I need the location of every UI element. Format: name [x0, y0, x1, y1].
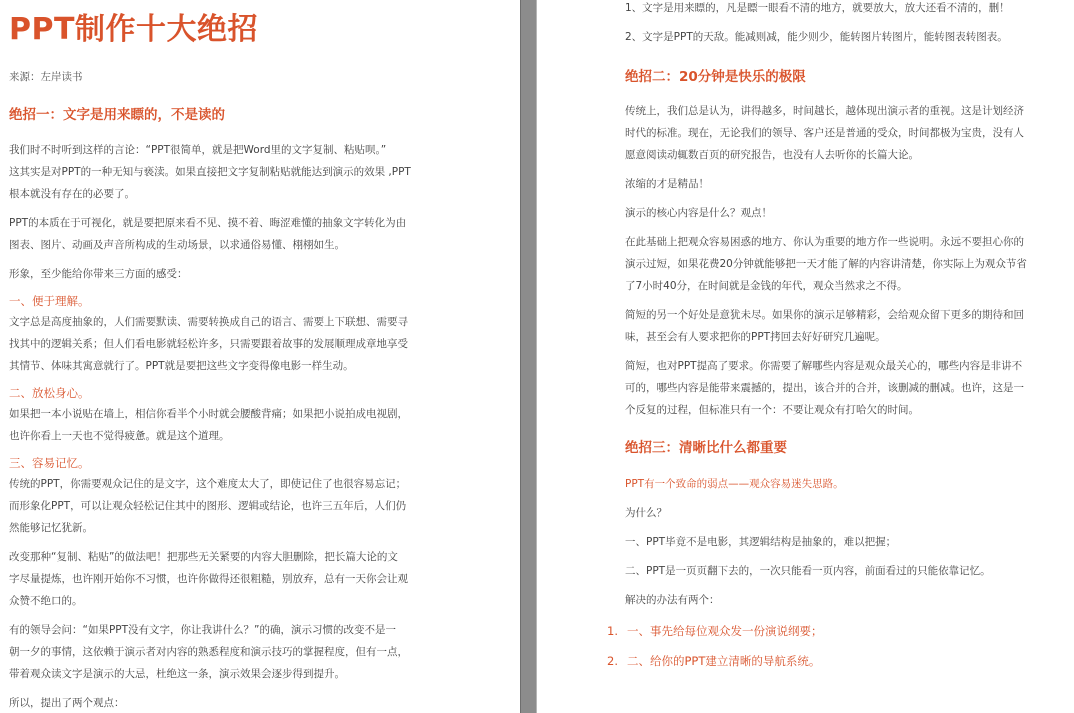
text-line: 有的领导会问：“如果PPT没有文字，你让我讲什么？”的确，演示习惯的改变不是一: [9, 624, 396, 636]
text-line: 而形象化PPT，可以让观众轻松记住其中的图形、逻辑或结论，也许三五年后，人们仍: [9, 500, 407, 512]
paragraph-reason-1: 一、PPT毕竟不是电影，其逻辑结构是抽象的，难以把握；: [625, 536, 897, 548]
list-item: [607, 622, 1043, 640]
text-line: 简短，也对PPT提高了要求。你需要了解哪些内容是观众最关心的，哪些内容是非讲不: [625, 360, 1023, 372]
paragraph-two-views: 所以，提出了两个观点：: [9, 697, 125, 709]
heading-tip-2: 绝招二：20分钟是快乐的极限: [625, 69, 806, 85]
paragraph-intro: [9, 139, 431, 205]
paragraph-understand: [9, 311, 431, 377]
text-line: 时代的标准。现在，无论我们的领导、客户还是普通的受众，时间都极为宝贵，没有人: [625, 127, 1024, 139]
paragraph-reason-2: 二、PPT是一页页翻下去的，一次只能看一页内容，前面看过的只能依靠记忆。: [625, 565, 991, 577]
text-line: 愿意阅读动辄数百页的研究报告，也没有人去听你的长篇大论。: [625, 149, 919, 161]
paragraph-brevity: [625, 304, 1043, 348]
source-line: 来源：左岸读书: [9, 71, 83, 83]
text-line: 在此基础上把观众容易困惑的地方、你认为重要的地方作一些说明。永远不要担心你的: [625, 236, 1024, 248]
text-line: 这其实是对PPT的一种无知与亵渎。如果直接把文字复制粘贴就能达到演示的效果 ,PPT: [9, 166, 411, 178]
text-line: 传统的PPT，你需要观众记住的是文字，这个难度太大了，即使记住了也很容易忘记；: [9, 478, 407, 490]
text-line: 文字总是高度抽象的，人们需要默读、需要转换成自己的语言、需要上下联想、需要寻: [9, 316, 408, 328]
paragraph-remember: [9, 473, 431, 539]
left-page-content: [9, 0, 431, 713]
text-line: 其情节、体味其寓意就行了。PPT就是要把这些文字变得像电影一样生动。: [9, 360, 354, 372]
document-title: PPT制作十大绝招: [9, 12, 258, 47]
text-line: 也许你看上一天也不觉得疲惫。就是这个道理。: [9, 430, 230, 442]
text-line: 我们时不时听到这样的言论：“PPT很简单，就是把Word里的文字复制、粘贴呗。”: [9, 144, 387, 156]
list-number: 1.: [607, 624, 618, 638]
view-1: 1、文字是用来瞟的，凡是瞟一眼看不清的地方，就要放大，放大还看不清的，删！: [625, 2, 1010, 14]
text-line: 传统上，我们总是认为，讲得越多，时间越长，越体现出演示者的重视。这是计划经济: [625, 105, 1024, 117]
view-2: 2、文字是PPT的天敌。能减则减，能少则少，能转图片转图片，能转图表转图表。: [625, 31, 1008, 43]
paragraph-core: 演示的核心内容是什么？观点！: [625, 207, 772, 219]
text-line: 朝一夕的事情，这依赖于演示者对内容的熟悉程度和演示技巧的掌握程度，但有一点，: [9, 646, 408, 658]
solution-list: [607, 622, 1043, 670]
text-line: 然能够记忆犹新。: [9, 522, 93, 534]
text-line: 了7小时40分，在时间就是金钱的年代，观众当然求之不得。: [625, 280, 908, 292]
point-easy-to-understand: 一、便于理解。: [9, 294, 90, 308]
text-line: 带着观众读文字是演示的大忌，杜绝这一条，演示效果会逐步得到提升。: [9, 668, 345, 680]
paragraph-requirements: [625, 355, 1043, 421]
text-line: 演示过短，如果花费20分钟就能够把一天才能了解的内容讲清楚，你实际上为观众节省: [625, 258, 1027, 270]
right-document-page: [537, 0, 1074, 713]
text-line: 可的，哪些内容是能带来震撼的，提出，该合并的合并，该删减的删减。也许，这是一: [625, 382, 1024, 394]
point-easy-to-remember: 三、容易记忆。: [9, 456, 90, 470]
text-line: PPT的本质在于可视化，就是要把原来看不见、摸不着、晦涩难懂的抽象文字转化为由: [9, 217, 407, 229]
paragraph-basis: [625, 231, 1043, 297]
paragraph-concise: 浓缩的才是精品！: [625, 178, 709, 190]
text-line: 个反复的过程，但标准只有一个：不要让观众有打哈欠的时间。: [625, 404, 919, 416]
paragraph-three-feelings: 形象，至少能给你带来三方面的感受：: [9, 268, 188, 280]
paragraph-solutions: 解决的办法有两个：: [625, 594, 720, 606]
paragraph-leader-question: [9, 619, 431, 685]
heading-tip-3: 绝招三：清晰比什么都重要: [625, 440, 787, 456]
page-gutter: [520, 0, 537, 713]
paragraph-traditional: [625, 100, 1043, 166]
text-line: 简短的另一个好处是意犹未尽。如果你的演示足够精彩，会给观众留下更多的期待和回: [625, 309, 1024, 321]
text-line: 如果把一本小说贴在墙上，相信你看半个小时就会腰酸背痛；如果把小说拍成电视剧，: [9, 408, 408, 420]
list-item: [607, 652, 1043, 670]
text-line: 根本就没有存在的必要了。: [9, 188, 135, 200]
list-number: 2.: [607, 654, 618, 668]
list-text: 二、给你的PPT建立清晰的导航系统。: [627, 654, 821, 668]
paragraph-change-habit: [9, 546, 431, 612]
paragraph-weakness: PPT有一个致命的弱点——观众容易迷失思路。: [625, 478, 844, 490]
text-line: 找其中的逻辑关系；但人们看电影就轻松许多，只需要跟着故事的发展顺理成章地享受: [9, 338, 408, 350]
right-page-content: [607, 0, 1043, 670]
text-line: 改变那种“复制、粘贴”的做法吧！把那些无关紧要的内容大胆删除，把长篇大论的文: [9, 551, 398, 563]
paragraph-essence: [9, 212, 431, 256]
text-line: 图表、图片、动画及声音所构成的生动场景，以求通俗易懂、栩栩如生。: [9, 239, 345, 251]
paragraph-why: 为什么？: [625, 507, 667, 519]
point-relax: 二、放松身心。: [9, 386, 90, 400]
text-line: 众赞不绝口的。: [9, 595, 83, 607]
list-text: 一、事先给每位观众发一份演说纲要；: [627, 624, 823, 638]
text-line: 字尽量提炼，也许刚开始你不习惯，也许你做得还很粗糙，别放弃，总有一天你会让观: [9, 573, 408, 585]
heading-tip-1: 绝招一：文字是用来瞟的，不是读的: [9, 107, 225, 123]
text-line: 味，甚至会有人要求把你的PPT拷回去好好研究几遍呢。: [625, 331, 886, 343]
left-document-page: [0, 0, 520, 713]
paragraph-relax: [9, 403, 431, 447]
